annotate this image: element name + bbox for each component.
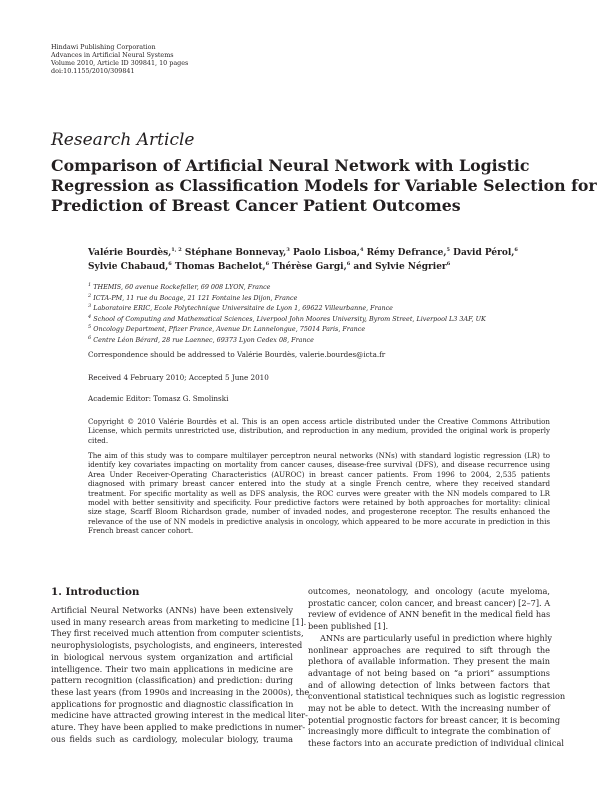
author-name: Thomas Bachelot,: [174, 262, 266, 272]
affiliation: [88, 324, 486, 335]
affiliation-number: 1: [88, 281, 92, 288]
author-affil-ref: 6: [446, 261, 451, 267]
affiliation-number: 2: [88, 292, 92, 299]
author-name: Stéphane Bonnevay,: [184, 248, 287, 258]
publisher-name: Hindawi Publishing Corporation: [51, 43, 156, 51]
body-line: nonlinear approaches are required to sift through the: [308, 644, 550, 655]
copyright-text: Copyright © 2010 Valérie Bourdès et al. This is an open access article distributed under the Creative Commons Attribution License, which permits unrestricted use, distribution, and reproduction in any medium, provided the original work is properly cited.: [88, 417, 550, 445]
body-line: advantage of not being based on “a priori” assumptions: [308, 667, 550, 678]
author-line: [88, 260, 550, 274]
abstract: [88, 451, 550, 536]
body-line: increasingly more difficult to integrate the combination of: [308, 726, 550, 737]
affiliation-text: Centre Léon Bérard, 28 rue Laennec, 69373 Lyon Cedex 08, France: [93, 335, 314, 344]
affiliation-text: Laboratoire ERIC, Ecole Polytechnique Universitaire de Lyon 1, 69622 Villeurbanne, France: [93, 304, 393, 312]
body-line: potential prognostic factors for breast cancer, it is becoming: [308, 714, 561, 725]
body-line: may not be able to detect. With the increasing number of: [308, 703, 550, 714]
body-line: conventional statistical techniques such as logistic regression: [308, 691, 566, 702]
body-line: these factors into an accurate prediction of individual clinical: [308, 738, 564, 749]
body-line: pattern recognition (classification) and prediction: during: [51, 675, 293, 686]
correspondence-note: Correspondence should be addressed to Valérie Bourdès, valerie.bourdes@icta.fr: [88, 350, 386, 359]
affiliation-text: School of Computing and Mathematical Sciences, Liverpool John Moores University, Byrom Street, Liverpool L3 3AF, UK: [93, 314, 486, 323]
title-line: Regression as Classification Models for Variable Selection for: [51, 176, 597, 195]
body-line: in biological nervous system organization and artificial: [51, 651, 293, 662]
section-heading-introduction: 1. Introduction: [51, 586, 140, 598]
body-line: intelligence. Their two main applications in medicine are: [51, 663, 293, 674]
body-line: and of allowing detection of links between factors that: [308, 679, 550, 690]
left-column: [51, 605, 310, 745]
right-column: [308, 586, 566, 750]
body-line: medicine have attracted growing interest in the medical liter-: [51, 710, 308, 721]
abstract-text: The aim of this study was to compare multilayer perceptron neural networks (NNs) with standard logistic regression (LR) to identify key covariates impacting on mortality from cancer causes, disease-free survival (DFS), and disease recurrence using Area Under Receiver-Operating Characteristics (AUROC) in breast cancer patients. From 1996 to 2004, 2,535 patients diagnosed with primary breast cancer entered into the study at a single French centre, where they received standard treatment. For specific mortality as well as DFS analysis, the ROC curves were greater with the NN models compared to LR model with better sensitivity and specificity. Four predictive factors were retained by both approaches for mortality: clinical size stage, Scarff Bloom Richardson grade, number of invaded nodes, and progesterone receptor. The results enhanced the relevance of the use of NN models in predictive analysis in oncology, which appeared to be more accurate in prediction in this French breast cancer cohort.: [88, 451, 550, 536]
body-line: ature. They have been applied to make predictions in numer-: [51, 722, 306, 733]
title-line: Comparison of Artificial Neural Network with Logistic: [51, 156, 530, 175]
copyright-notice: [88, 417, 550, 445]
author-affil-ref: 1, 2: [171, 247, 182, 253]
body-line: neurophysiologists, psychologists, and engineers, interested: [51, 640, 303, 651]
author-name: Paolo Lisboa,: [292, 248, 360, 258]
affiliation-text: THEMIS, 60 avenue Rockefeller, 69 008 LYON, France: [93, 283, 271, 291]
body-line: They first received much attention from computer scientists,: [51, 628, 304, 639]
body-line: these last years (from 1990s and increasing in the 2000s), the: [51, 686, 310, 697]
author-affil-ref: 5: [446, 247, 451, 253]
affiliation: [88, 293, 486, 304]
affiliation-list: [88, 282, 486, 345]
body-line: outcomes, neonatology, and oncology (acute myeloma,: [308, 586, 550, 596]
doi-link[interactable]: doi:10.1155/2010/309841: [51, 67, 135, 75]
academic-editor: Academic Editor: Tomasz G. Smolinski: [88, 394, 229, 403]
journal-header: [51, 43, 188, 75]
author-line: [88, 246, 550, 260]
affiliation-number: 6: [88, 334, 92, 341]
author-affil-ref: 6: [514, 247, 518, 253]
affiliation: [88, 303, 486, 314]
affiliation-number: 3: [88, 302, 92, 309]
author-affil-ref: 4: [359, 247, 364, 253]
author-affil-ref: 6: [346, 261, 351, 267]
author-name: Rémy Defrance,: [366, 248, 447, 258]
body-line: been published [1].: [308, 621, 389, 632]
body-line: ANNs are particularly useful in prediction where highly: [320, 632, 552, 643]
affiliation: [88, 335, 486, 346]
volume-info: Volume 2010, Article ID 309841, 10 pages: [51, 59, 189, 67]
body-line: prostatic cancer, colon cancer, and breast cancer) [2–7]. A: [308, 597, 551, 608]
journal-name: Advances in Artificial Neural Systems: [51, 51, 174, 59]
affiliation-text: ICTA-PM, 11 rue du Bocage, 21 121 Fontaine les Dijon, France: [93, 293, 298, 302]
affiliation-number: 5: [88, 323, 92, 330]
affiliation: [88, 314, 486, 325]
author-name: and Sylvie Négrier: [353, 262, 447, 272]
received-dates: Received 4 February 2010; Accepted 5 June 2010: [88, 373, 269, 382]
body-line: ous fields such as cardiology, molecular biology, trauma: [51, 733, 293, 744]
body-line: Artificial Neural Networks (ANNs) have been extensively: [51, 605, 293, 615]
author-list: [88, 246, 550, 274]
affiliation-text: Oncology Department, Pfizer France, Avenue Dr. Lannelongue, 75014 Paris, France: [93, 325, 366, 333]
author-affil-ref: 6: [265, 261, 270, 267]
article-type: Research Article: [51, 130, 195, 150]
author-name: Thérèse Gargi,: [272, 262, 347, 272]
author-name: Sylvie Chabaud,: [88, 262, 169, 272]
author-affil-ref: 6: [168, 261, 172, 267]
affiliation: [88, 282, 486, 293]
author-name: David Pérol,: [453, 248, 515, 258]
author-name: Valérie Bourdès,: [88, 248, 172, 258]
body-line: plethora of available information. They present the main: [308, 656, 550, 667]
body-line: review of evidence of ANN benefit in the medical field has: [308, 609, 551, 620]
title-line: Prediction of Breast Cancer Patient Outcomes: [51, 196, 461, 215]
body-line: used in many research areas from marketing to medicine [1].: [51, 616, 307, 627]
author-affil-ref: 3: [286, 247, 290, 253]
paper-title: [51, 156, 597, 216]
body-line: applications for prognostic and diagnostic classification in: [51, 698, 294, 709]
affiliation-number: 4: [88, 313, 92, 320]
